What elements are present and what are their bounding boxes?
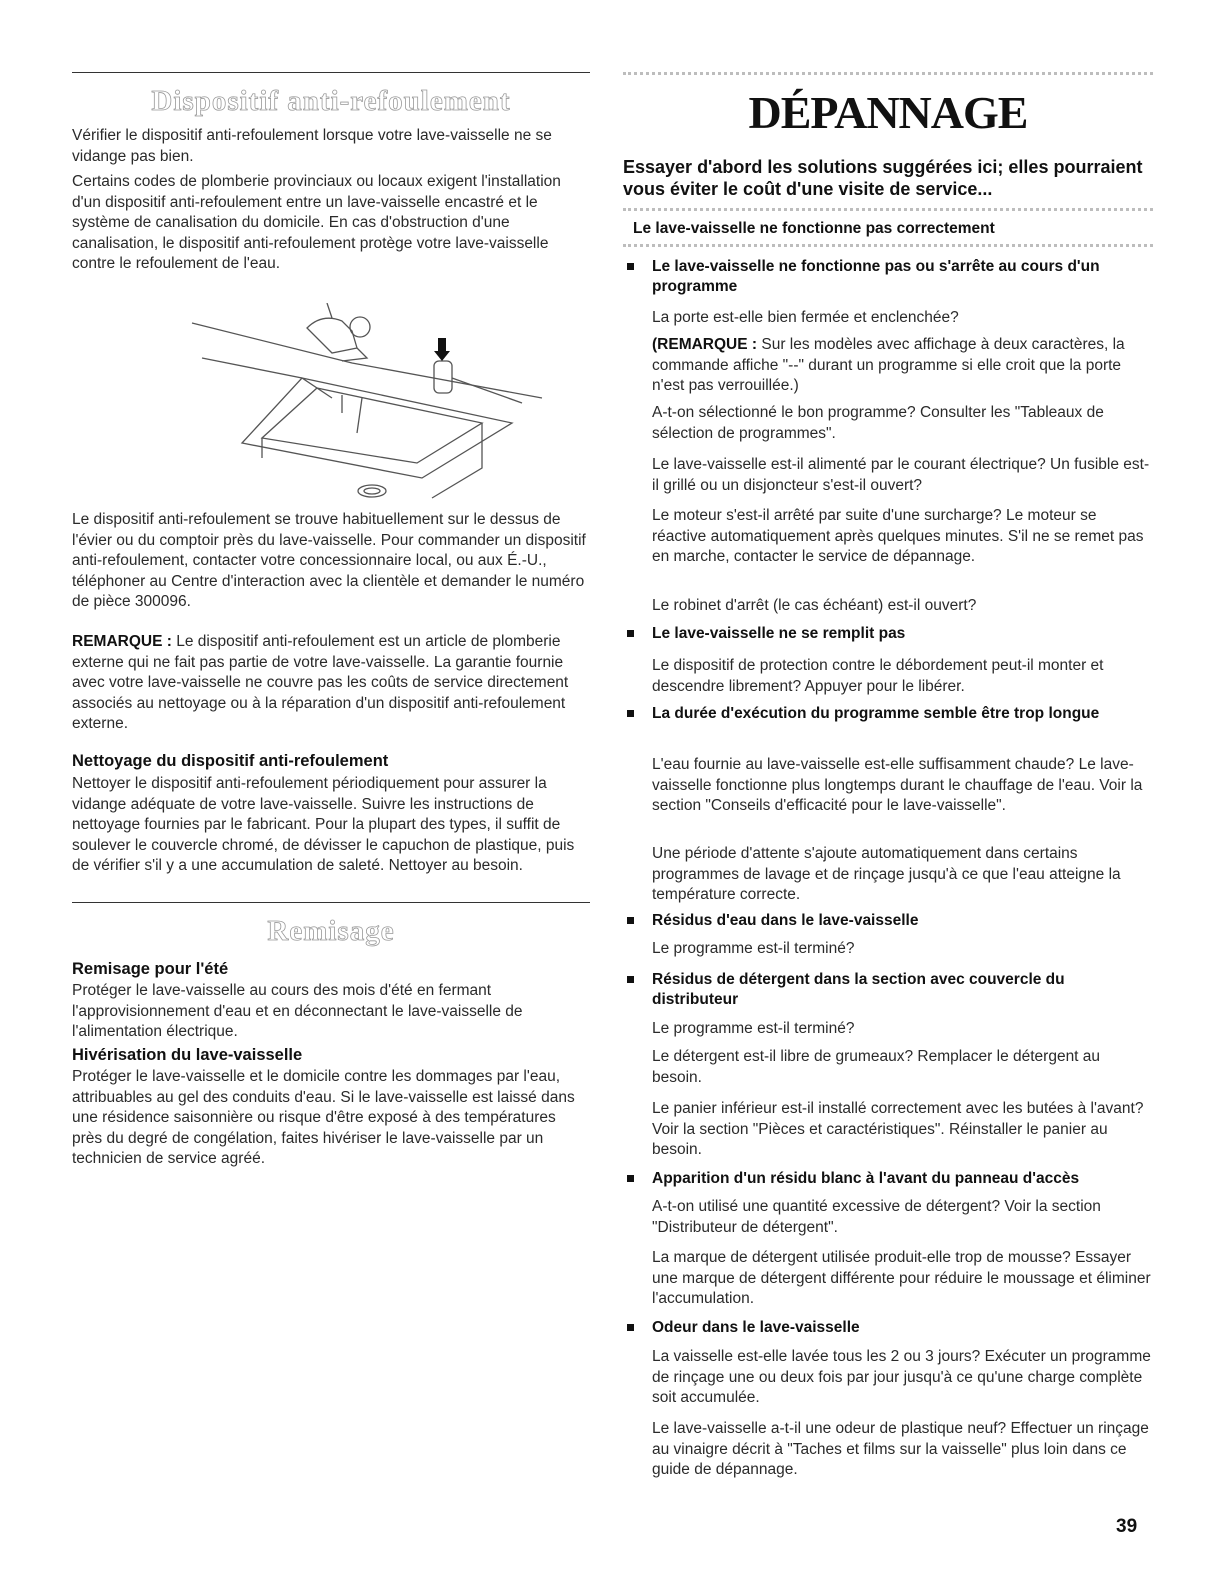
backflow-para-1: Vérifier le dispositif anti-refoulement lorsque votre lave-vaisselle ne se vidange pas bien. bbox=[72, 127, 552, 165]
backflow-para-2: Certains codes de plomberie provinciaux ou locaux exigent l'installation d'un dispositif anti-refoulement entre un lave-vaisselle encastré et le système de canalisation du domicile. En cas d'obstruction d'une canalisation, le dispositif anti-refoulement protège votre lave-vaisselle contre le refoulement de l'eau. bbox=[72, 173, 561, 272]
section-title-backflow: Dispositif anti-refoulement bbox=[151, 85, 511, 117]
summer-heading: Remisage pour l'été bbox=[72, 960, 229, 978]
problem-heading: Le lave-vaisselle ne se remplit pas bbox=[652, 625, 906, 642]
problem-heading: Odeur dans le lave-vaisselle bbox=[652, 1319, 860, 1336]
intro-text: Essayer d'abord les solutions suggérées ici; elles pourraient vous éviter le coût d'une visite de service... bbox=[623, 157, 1143, 199]
display-note bbox=[652, 335, 1153, 397]
display-note-text: Sur les modèles avec affichage à deux caractères, la commande affiche "--" durant un programme si elle croit que la porte n'est pas verrouillée.) bbox=[652, 336, 1125, 394]
top-rule bbox=[72, 72, 590, 73]
problem-heading: La durée d'exécution du programme semble être trop longue bbox=[652, 705, 1100, 722]
bullet-marker bbox=[627, 710, 634, 717]
problem-heading: Résidus d'eau dans le lave-vaisselle bbox=[652, 912, 919, 929]
backflow-note bbox=[72, 632, 590, 735]
bullet-marker bbox=[627, 630, 634, 637]
solution-text: L'eau fournie au lave-vaisselle est-elle suffisamment chaude? Le lave-vaisselle fonctionne plus longtemps durant le chauffage de l'eau. Voir la section "Conseils d'efficacité pour le lave-vaisselle". bbox=[652, 756, 1143, 814]
problem-heading: Le lave-vaisselle ne fonctionne pas ou s'arrête au cours d'un programme bbox=[652, 258, 1100, 295]
cleaning-text: Nettoyer le dispositif anti-refoulement périodiquement pour assurer la vidange adéquate de votre lave-vaisselle. Suivre les instructions de nettoyage fournies par le fabricant. Pour la plupart des types, il suffit de soulever le couvercle chromé, de dévisser le capuchon de plastique, puis de vérifier s'il y a une accumulation de saleté. Nettoyer au besoin. bbox=[72, 775, 575, 874]
solution-text: A-t-on utilisé une quantité excessive de détergent? Voir la section "Distributeur de détergent". bbox=[652, 1198, 1101, 1236]
cleaning-heading: Nettoyage du dispositif anti-refoulement bbox=[72, 752, 389, 770]
solution-text: Le programme est-il terminé? bbox=[652, 940, 855, 957]
bullet-marker bbox=[627, 976, 634, 983]
bullet-marker bbox=[627, 1175, 634, 1182]
page-title: DÉPANNAGE bbox=[748, 87, 1028, 138]
section-title-storage: Remisage bbox=[267, 915, 395, 947]
display-note-label: (REMARQUE : bbox=[652, 336, 758, 353]
summer-text: Protéger le lave-vaisselle au cours des mois d'été en fermant l'approvisionnement d'eau et en déconnectant le lave-vaisselle de l'alimentation électrique. bbox=[72, 982, 523, 1040]
solution-text: Le dispositif de protection contre le débordement peut-il monter et descendre librement? Appuyer pour le libérer. bbox=[652, 657, 1104, 695]
backflow-para-3: Le dispositif anti-refoulement se trouve habituellement sur le dessus de l'évier ou du comptoir près du lave-vaisselle. Pour commander un dispositif anti-refoulement, contacter votre concessionnaire local, ou aux É.-U., téléphoner au Centre d'interaction avec la clientèle et demander le numéro de pièce 300096. bbox=[72, 511, 586, 610]
winter-heading: Hivérisation du lave-vaisselle bbox=[72, 1046, 303, 1064]
solution-text: Le lave-vaisselle a-t-il une odeur de plastique neuf? Effectuer un rinçage au vinaigre décrit à "Taches et films sur la vaisselle" plus loin dans ce guide de dépannage. bbox=[652, 1420, 1149, 1478]
title-dotted-rule bbox=[623, 72, 1153, 75]
solution-text: Le moteur s'est-il arrêté par suite d'une surcharge? Le moteur se réactive automatiquement après quelques minutes. S'il ne se remet pas en marche, contacter le service de dépannage. bbox=[652, 507, 1144, 565]
sink-air-gap-illustration bbox=[182, 303, 562, 503]
section-rule bbox=[72, 902, 590, 903]
solution-text: Une période d'attente s'ajoute automatiquement dans certains programmes de lavage et de rinçage jusqu'à ce que l'eau atteigne la température correcte. bbox=[652, 845, 1121, 903]
note-label: REMARQUE : bbox=[72, 633, 172, 650]
note-text: Le dispositif anti-refoulement est un article de plomberie externe qui ne fait pas partie de votre lave-vaisselle. La garantie fournie avec votre lave-vaisselle ne couvre pas les coûts de service directement associés au nettoyage ou à la réparation d'un dispositif anti-refoulement externe. bbox=[72, 633, 569, 732]
subsection-heading: Le lave-vaisselle ne fonctionne pas correctement bbox=[633, 220, 995, 237]
solution-text: La marque de détergent utilisée produit-elle trop de mousse? Essayer une marque de détergent différente pour réduire le moussage et éliminer l'accumulation. bbox=[652, 1249, 1151, 1307]
problem-heading: Apparition d'un résidu blanc à l'avant du panneau d'accès bbox=[652, 1170, 1080, 1187]
bullet-marker bbox=[627, 1324, 634, 1331]
solution-text: Le panier inférieur est-il installé correctement avec les butées à l'avant? Voir la section "Pièces et caractéristiques". Réinstaller le panier au besoin. bbox=[652, 1100, 1144, 1158]
solution-text: La porte est-elle bien fermée et enclenchée? bbox=[652, 309, 959, 326]
bullet-marker bbox=[627, 263, 634, 270]
problem-heading: Résidus de détergent dans la section avec couvercle du distributeur bbox=[652, 971, 1065, 1008]
subsection-dotted-rule bbox=[623, 244, 1153, 247]
solution-text: La vaisselle est-elle lavée tous les 2 ou 3 jours? Exécuter un programme de rinçage une ou deux fois par jour jusqu'à ce qu'une charge complète soit accumulée. bbox=[652, 1348, 1151, 1406]
page-number: 39 bbox=[1116, 1516, 1138, 1537]
winter-text: Protéger le lave-vaisselle et le domicile contre les dommages par l'eau, attribuables au gel des conduits d'eau. Si le lave-vaisselle est laissé dans une résidence saisonnière ou risque d'être exposé à des températures près du degré de congélation, faites hivériser le lave-vaisselle par un technicien de service agréé. bbox=[72, 1068, 575, 1167]
solution-text: Le robinet d'arrêt (le cas échéant) est-il ouvert? bbox=[652, 597, 977, 614]
solution-text: Le programme est-il terminé? bbox=[652, 1020, 855, 1037]
solution-text: Le lave-vaisselle est-il alimenté par le courant électrique? Un fusible est-il grillé ou un disjoncteur s'est-il ouvert? bbox=[652, 456, 1150, 494]
bullet-marker bbox=[627, 917, 634, 924]
solution-text: A-t-on sélectionné le bon programme? Consulter les "Tableaux de sélection de programmes". bbox=[652, 404, 1104, 442]
solution-text: Le détergent est-il libre de grumeaux? Remplacer le détergent au besoin. bbox=[652, 1048, 1101, 1086]
intro-dotted-rule bbox=[623, 208, 1153, 211]
